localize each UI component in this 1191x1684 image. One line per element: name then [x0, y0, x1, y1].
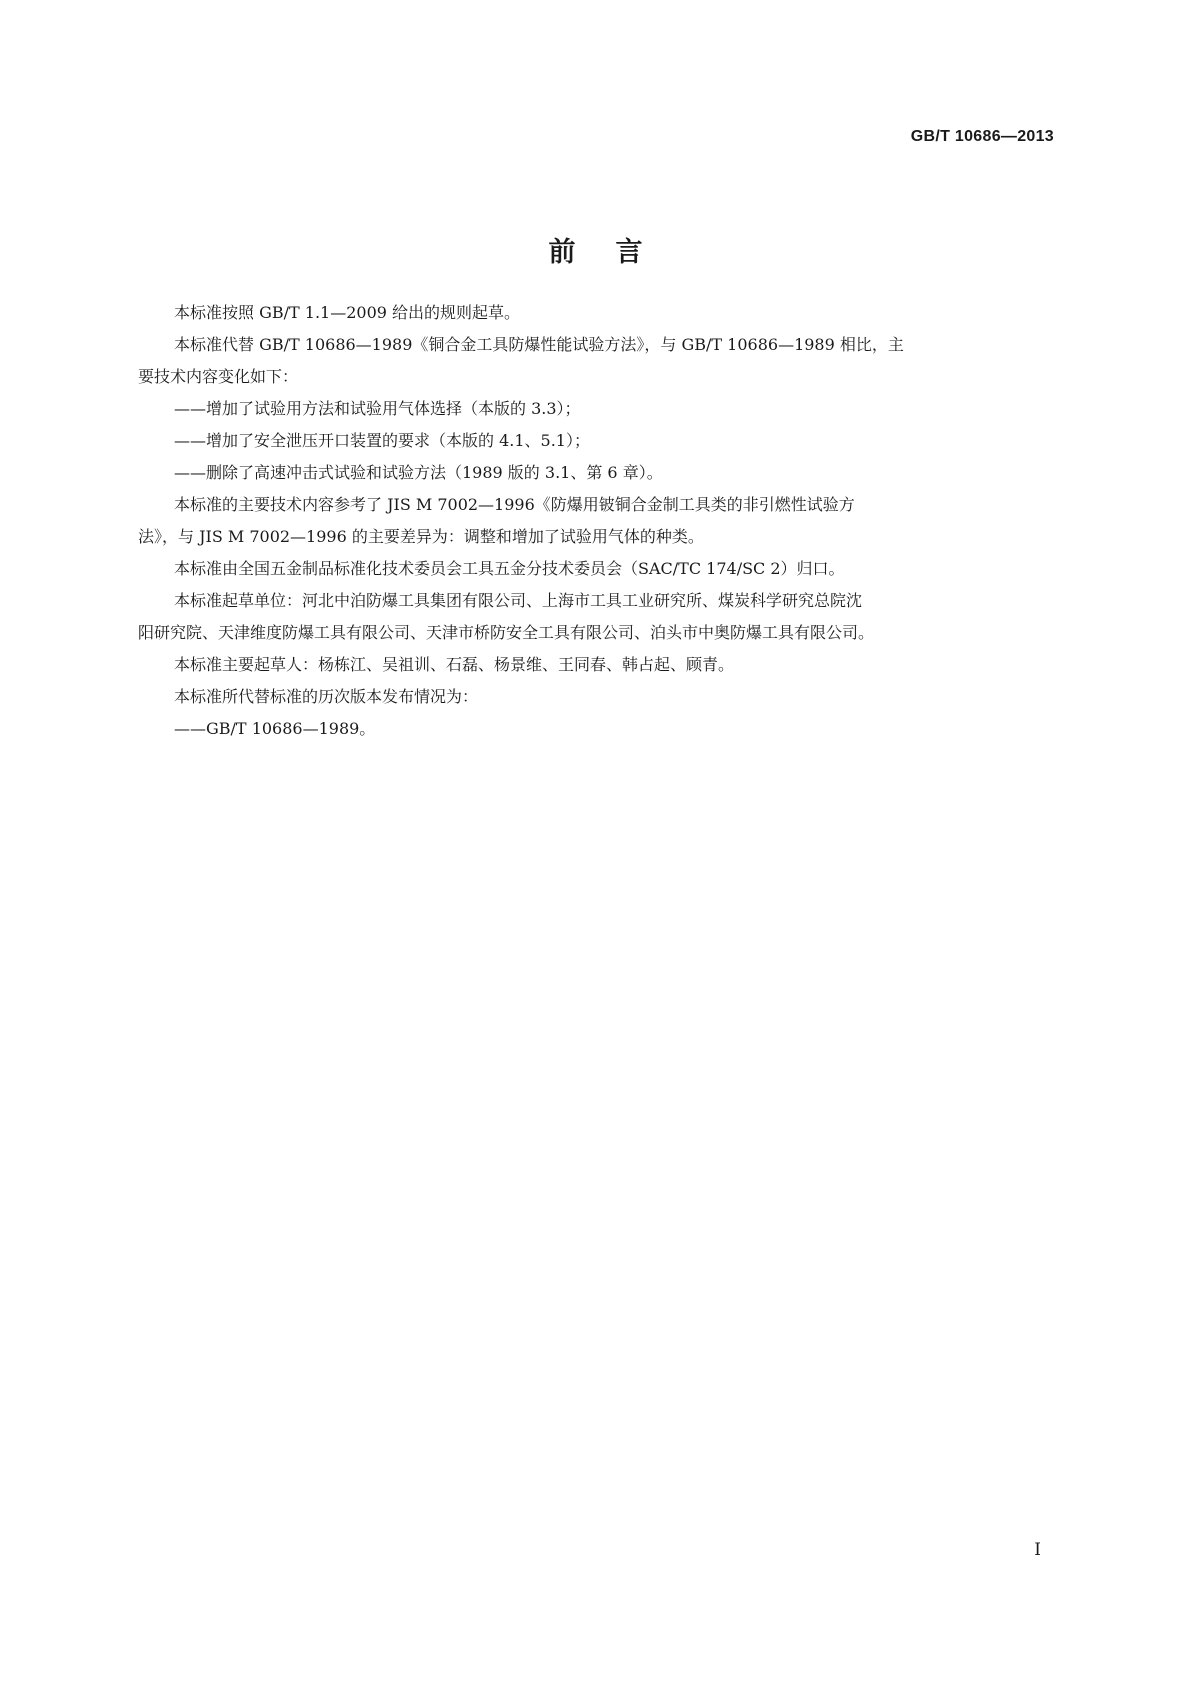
paragraph: [138, 489, 1055, 553]
dash-list-item: [138, 457, 1055, 489]
dash-list-item: [138, 393, 1055, 425]
text-line: 阳研究院、天津维度防爆工具有限公司、天津市桥防安全工具有限公司、泊头市中奥防爆工具有限公司。: [138, 623, 875, 642]
text-line: 本标准按照 GB/T 1.1—2009 给出的规则起草。: [174, 303, 521, 322]
text-line: 本标准主要起草人：杨栋江、吴祖训、石磊、杨景维、王同春、韩占起、顾青。: [174, 655, 735, 674]
text-line: ——删除了高速冲击式试验和试验方法（1989 版的 3.1、第 6 章）。: [174, 463, 663, 482]
foreword-body: [138, 297, 1055, 745]
text-line: 本标准由全国五金制品标准化技术委员会工具五金分技术委员会（SAC/TC 174/SC 2）归口。: [174, 559, 845, 578]
text-line: ——增加了试验用方法和试验用气体选择（本版的 3.3）；: [174, 399, 581, 418]
text-line: 要技术内容变化如下：: [138, 367, 299, 386]
paragraph: [138, 585, 1055, 649]
paragraph: [138, 297, 1055, 329]
page-title: 前言: [548, 237, 683, 268]
text-line: 法》，与 JIS M 7002—1996 的主要差异为：调整和增加了试验用气体的种类。: [138, 527, 704, 546]
text-line: ——增加了安全泄压开口装置的要求（本版的 4.1、5.1）；: [174, 431, 590, 450]
paragraph: [138, 553, 1055, 585]
paragraph: [138, 329, 1055, 393]
dash-list-item: [138, 425, 1055, 457]
text-line: 本标准起草单位：河北中泊防爆工具集团有限公司、上海市工具工业研究所、煤炭科学研究总院沈: [174, 591, 863, 610]
dash-list-item: [138, 713, 1055, 745]
text-line: 本标准代替 GB/T 10686—1989《铜合金工具防爆性能试验方法》，与 GB/T 10686—1989 相比，主: [174, 335, 904, 354]
text-line: ——GB/T 10686—1989。: [174, 719, 376, 738]
paragraph: [138, 649, 1055, 681]
text-line: 本标准的主要技术内容参考了 JIS M 7002—1996《防爆用铍铜合金制工具类的非引燃性试验方: [174, 495, 855, 514]
paragraph: [138, 681, 1055, 713]
page-number: I: [1034, 1540, 1041, 1560]
text-line: 本标准所代替标准的历次版本发布情况为：: [174, 687, 479, 706]
standard-number: GB/T 10686—2013: [910, 128, 1054, 145]
